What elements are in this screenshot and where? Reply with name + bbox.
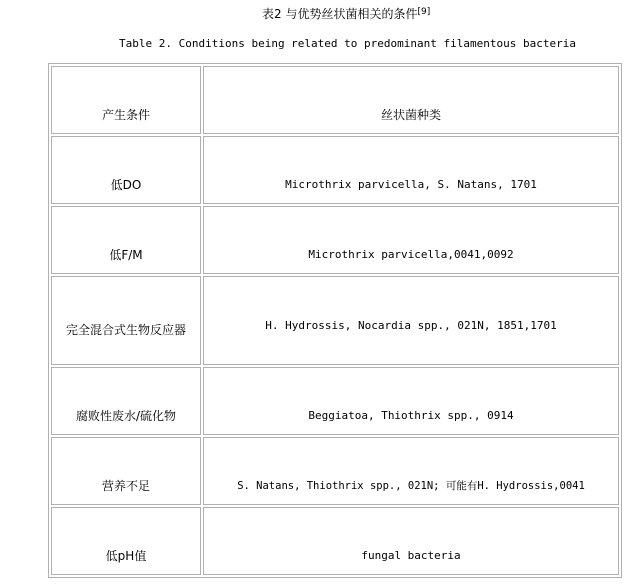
conditions-table [48, 63, 622, 578]
table-row [51, 437, 619, 505]
table-row [51, 136, 619, 204]
bacteria-cell: fungal bacteria [203, 507, 619, 575]
table-header-row [51, 66, 619, 134]
condition-cell: 完全混合式生物反应器 [51, 276, 201, 365]
table-title-english: Table 2. Conditions being related to predominant filamentous bacteria [119, 37, 576, 50]
condition-cell: 低DO [51, 136, 201, 204]
table-row [51, 206, 619, 274]
header-bacteria-type: 丝状菌种类 [203, 66, 619, 134]
bacteria-cell: S. Natans, Thiothrix spp., 021N; 可能有H. Hydrossis,0041 [203, 437, 619, 505]
bacteria-cell: Beggiatoa, Thiothrix spp., 0914 [203, 367, 619, 435]
table-row [51, 367, 619, 435]
bacteria-cell: H. Hydrossis, Nocardia spp., 021N, 1851,1701 [203, 276, 619, 365]
bacteria-cell: Microthrix parvicella,0041,0092 [203, 206, 619, 274]
table-title-chinese [0, 6, 643, 22]
condition-cell: 营养不足 [51, 437, 201, 505]
table-row [51, 276, 619, 365]
title-cn-text: 表2 与优势丝状菌相关的条件 [262, 7, 418, 21]
condition-cell: 低pH值 [51, 507, 201, 575]
condition-cell: 低F/M [51, 206, 201, 274]
table-row [51, 507, 619, 575]
bacteria-cell: Microthrix parvicella, S. Natans, 1701 [203, 136, 619, 204]
header-condition: 产生条件 [51, 66, 201, 134]
condition-cell: 腐败性废水/硫化物 [51, 367, 201, 435]
citation-reference: [9] [417, 7, 431, 17]
